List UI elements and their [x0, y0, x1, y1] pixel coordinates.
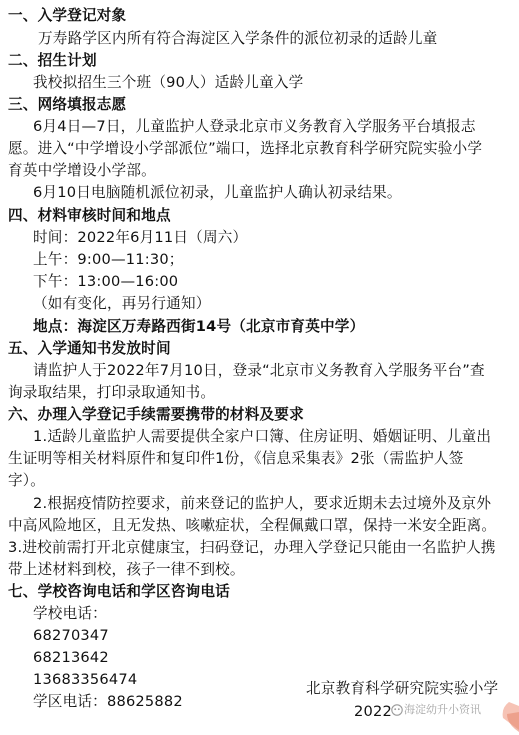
section-heading-7: 七、学校咨询电话和学区咨询电话: [8, 583, 230, 600]
requirement-3-line-1: 3.进校前需打开北京健康宝，扫码登记，办理入学登记只能由一名监护人携: [8, 539, 496, 556]
section-5-text-line-2: 询录取结果，打印录取通知书。: [8, 384, 216, 401]
review-afternoon: 下午：13:00—16:00: [33, 273, 179, 290]
requirement-1-line-1: 1.适龄儿童监护人需要提供全家户口簿、住房证明、婚姻证明、儿童出: [33, 428, 492, 445]
section-3-text-line-1: 6月4日—7日，儿童监护人登录北京市义务教育入学服务平台填报志: [33, 118, 476, 135]
requirement-1-line-3: 字）。: [8, 472, 46, 489]
requirement-1-line-2: 生证明等相关材料原件和复印件1份，《信息采集表》2张（需监护人签: [8, 450, 464, 467]
school-phone-3: 13683356474: [33, 671, 138, 688]
review-date: 时间：2022年6月11日（周六）: [33, 229, 248, 246]
review-change-note: （如有变化，再另行通知）: [33, 295, 211, 312]
corner-decoration-icon: [497, 700, 519, 734]
signature-date: 2022: [354, 703, 392, 720]
requirement-2-line-1: 2.根据疫情防控要求，前来登记的监护人，要求近期未去过境外及京外: [33, 495, 492, 512]
section-heading-4: 四、材料审核时间和地点: [8, 207, 171, 224]
review-morning: 上午：9:00—11:30；: [33, 251, 184, 268]
section-heading-1: 一、入学登记对象: [8, 7, 127, 24]
requirement-3-line-2: 带上述材料到校，孩子一律不到校。: [8, 561, 245, 578]
section-heading-3: 三、网络填报志愿: [8, 96, 127, 113]
school-phone-2: 68213642: [33, 649, 109, 666]
watermark-text: 海淀幼升小资讯: [404, 703, 481, 716]
section-3-text-line-4: 6月10日电脑随机派位初录，儿童监护人确认初录结果。: [33, 184, 402, 201]
signature-school-name: 北京教育科学研究院实验小学: [306, 680, 499, 697]
section-5-text-line-1: 请监护人于2022年7月10日，登录“北京市义务教育入学服务平台”查: [33, 362, 485, 379]
district-phone: 学区电话：88625882: [33, 693, 183, 710]
section-heading-6: 六、办理入学登记手续需要携带的材料及要求: [8, 406, 304, 423]
section-heading-5: 五、入学通知书发放时间: [8, 340, 171, 357]
section-heading-2: 二、招生计划: [8, 52, 97, 69]
section-1-text: 万寿路学区内所有符合海淀区入学条件的派位初录的适龄儿童: [38, 30, 438, 47]
school-phone-label: 学校电话：: [33, 605, 107, 622]
review-location: 地点：海淀区万寿路西街14号（北京市育英中学）: [33, 318, 365, 335]
school-phone-1: 68270347: [33, 627, 109, 644]
section-2-text: 我校拟招生三个班（90人）适龄儿童入学: [33, 74, 304, 91]
requirement-2-line-2: 中高风险地区，且无发热、咳嗽症状，全程佩戴口罩，保持一米安全距离。: [8, 517, 497, 534]
section-3-text-line-3: 育英中学增设小学部。: [8, 162, 156, 179]
section-3-text-line-2: 愿。进入“中学增设小学部派位”端口，选择北京教育科学研究院实验小学: [8, 140, 483, 157]
wechat-logo-icon: [391, 704, 403, 716]
